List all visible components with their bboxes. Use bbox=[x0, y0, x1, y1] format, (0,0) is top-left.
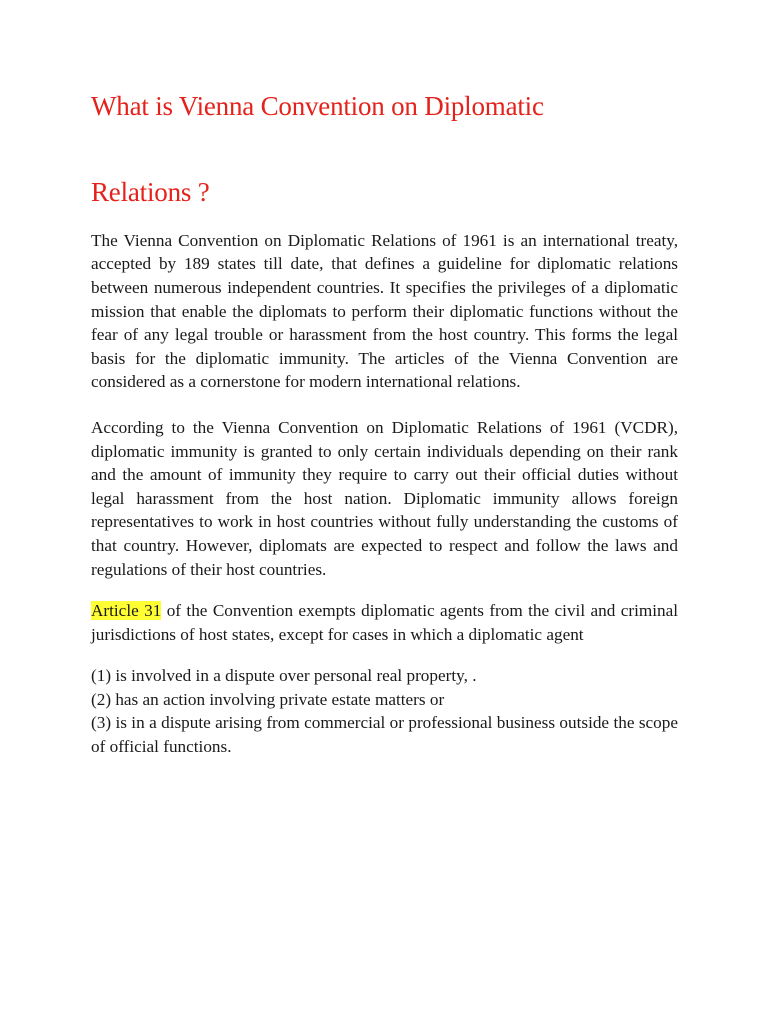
paragraph-1: The Vienna Convention on Diplomatic Relations of 1961 is an international treaty, accepted by 189 states till date, that defines a guideline for diplomatic relations between numerous independent countries. It specifies the privileges of a diplomatic mission that enable the diplomats to perform their diplomatic functions without the fear of any legal trouble or harassment from the host country. This forms the legal basis for the diplomatic immunity. The articles of the Vienna Convention are considered as a cornerstone for modern international relations. bbox=[91, 230, 678, 392]
list-item: (2) has an action involving private estate matters or bbox=[91, 689, 445, 709]
exception-list bbox=[91, 664, 678, 758]
paragraph-3 bbox=[91, 599, 678, 646]
title-line-2: Relations ? bbox=[91, 177, 210, 208]
paragraph-3-text: of the Convention exempts diplomatic agents from the civil and criminal jurisdictions of host states, except for cases in which a diplomatic agent bbox=[91, 601, 678, 644]
document-title bbox=[91, 90, 678, 209]
paragraph-2: According to the Vienna Convention on Diplomatic Relations of 1961 (VCDR), diplomatic immunity is granted to only certain individuals depending on their rank and the amount of immunity they require to carry out their official duties without legal harassment from the host nation. Diplomatic immunity allows foreign representatives to work in host countries without fully understanding the customs of that country. However, diplomats are expected to respect and follow the laws and regulations of their host countries. bbox=[91, 417, 678, 579]
list-item: (3) is in a dispute arising from commercial or professional business outside the scope of official functions. bbox=[91, 713, 678, 757]
list-item: (1) is involved in a dispute over personal real property, . bbox=[91, 666, 477, 686]
title-line-1: What is Vienna Convention on Diplomatic bbox=[91, 91, 544, 121]
article-31-highlight: Article 31 bbox=[91, 601, 162, 621]
document-content bbox=[91, 90, 678, 759]
